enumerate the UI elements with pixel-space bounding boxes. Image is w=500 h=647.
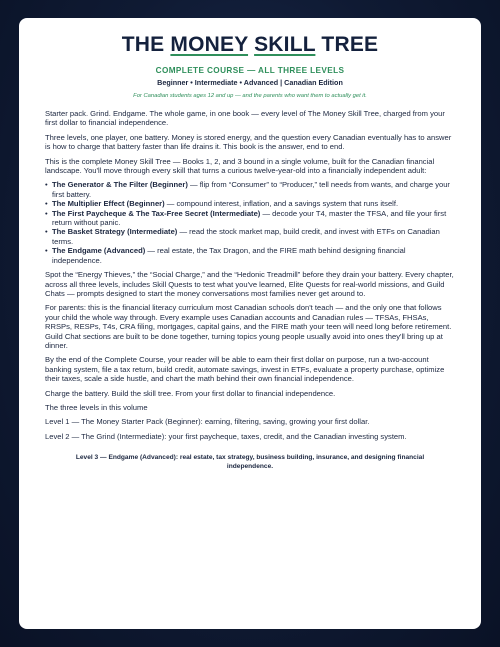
skills-list-item xyxy=(45,227,455,246)
paragraph-level-2: Level 2 — The Grind (Intermediate): your first paycheque, taxes, credit, and the Canadian investing system. xyxy=(45,431,407,441)
book-title xyxy=(45,32,455,58)
levels-edition-line: Beginner • Intermediate • Advanced | Canadian Edition xyxy=(157,78,343,87)
paragraph-level-1: Level 1 — The Money Starter Pack (Beginner): earning, filtering, saving, growing your first dollar. xyxy=(45,417,370,427)
paragraph-battery: Three levels, one player, one battery. Money is stored energy, and the question every Canadian eventually has to answer is how to charge that battery faster than life drains it. This book is the answer, end to end. xyxy=(45,132,452,152)
skill-name: The Basket Strategy (Intermediate) xyxy=(52,227,178,237)
title-skill: SKILL xyxy=(254,33,316,56)
bullet-glyph: • xyxy=(45,227,48,237)
description-body xyxy=(45,109,455,441)
skill-description: — read the stock market map, build credit, and invest with ETFs on Canadian terms. xyxy=(52,227,440,246)
skill-name: The Generator & The Filter (Beginner) xyxy=(52,180,188,190)
skills-list-item xyxy=(45,209,455,228)
skill-description: — real estate, the Tax Dragon, and the FIRE math behind designing financial independence. xyxy=(52,246,406,265)
paragraph-intro: Starter pack. Grind. Endgame. The whole game, in one book — every level of The Money Skill Tree, charged from your first dollar to financial independence. xyxy=(45,109,445,128)
skill-description: — decode your T4, master the TFSA, and file your first return without panic. xyxy=(52,208,447,228)
skill-description: — compound interest, inflation, and a savings system that runs itself. xyxy=(164,199,399,209)
audience-note: For Canadian students ages 12 and up — and the parents who want them to actually get it. xyxy=(133,93,367,99)
title-suffix: TREE xyxy=(315,33,379,56)
level-3-closing: Level 3 — Endgame (Advanced): real estate, tax strategy, business building, insurance, and designing financial independence. xyxy=(75,454,425,471)
skills-list xyxy=(45,180,455,265)
paragraph-complete-tree: This is the complete Money Skill Tree — Books 1, 2, and 3 bound in a single volume, built for the Canadian financial landscape. You'll move through every skill that turns a curious twelve-year-old into a financially independent adult: xyxy=(45,156,435,176)
bullet-glyph: • xyxy=(45,246,48,256)
skills-list-item xyxy=(45,246,455,265)
paragraph-tagline: Charge the battery. Build the skill tree. From your first dollar to financial independence. xyxy=(45,388,336,398)
skill-description: — flip from “Consumer” to “Producer,” tell needs from wants, and charge your first battery. xyxy=(52,180,450,199)
paragraph-for-parents: For parents: this is the financial literacy curriculum most Canadian schools don't teach — and the only one that follows your child the whole way through. Every example uses Canadian accounts and Canadian rules — TFSAs, FHSAs, RRSPs, RESPs, T4s, CRA filing, mortgages, capital gains, and the FIRE math your teen will need long before retirement. Guild Chat sections are built to be done together, turning topics young people usually avoid into ones they'll bring up at dinner. xyxy=(45,303,452,350)
title-money: MONEY xyxy=(170,33,249,56)
title-prefix: THE xyxy=(121,33,171,56)
skills-list-item xyxy=(45,180,455,199)
document-page xyxy=(19,18,481,629)
bullet-glyph: • xyxy=(45,199,48,209)
skill-name: The Endgame (Advanced) xyxy=(52,246,146,256)
skill-name: The First Paycheque & The Tax-Free Secret (Intermediate) xyxy=(52,208,261,218)
paragraph-energy-thieves: Spot the “Energy Thieves,” the “Social Charge,” and the “Hedonic Treadmill” before they drain your battery. Every chapter, across all three levels, includes Skill Quests to test what you've learned, Elite Quests for real-world missions, and Guild Chats — prompts designed to start the money conversations most families never get around to. xyxy=(45,270,454,298)
skills-list-item xyxy=(45,199,455,208)
paragraph-outcomes: By the end of the Complete Course, your reader will be able to earn their first dollar on purpose, run a two-account banking system, file a tax return, build credit, automate savings, invest in ETFs, evaluate a property purchase, optimize their taxes, scale a side hustle, and chart the math behind their own financial independence. xyxy=(45,355,445,384)
course-subtitle: COMPLETE COURSE — ALL THREE LEVELS xyxy=(155,66,345,75)
bullet-glyph: • xyxy=(45,180,48,190)
skill-name: The Multiplier Effect (Beginner) xyxy=(52,199,165,209)
paragraph-levels-heading: The three levels in this volume xyxy=(45,402,148,412)
bullet-glyph: • xyxy=(45,208,48,218)
